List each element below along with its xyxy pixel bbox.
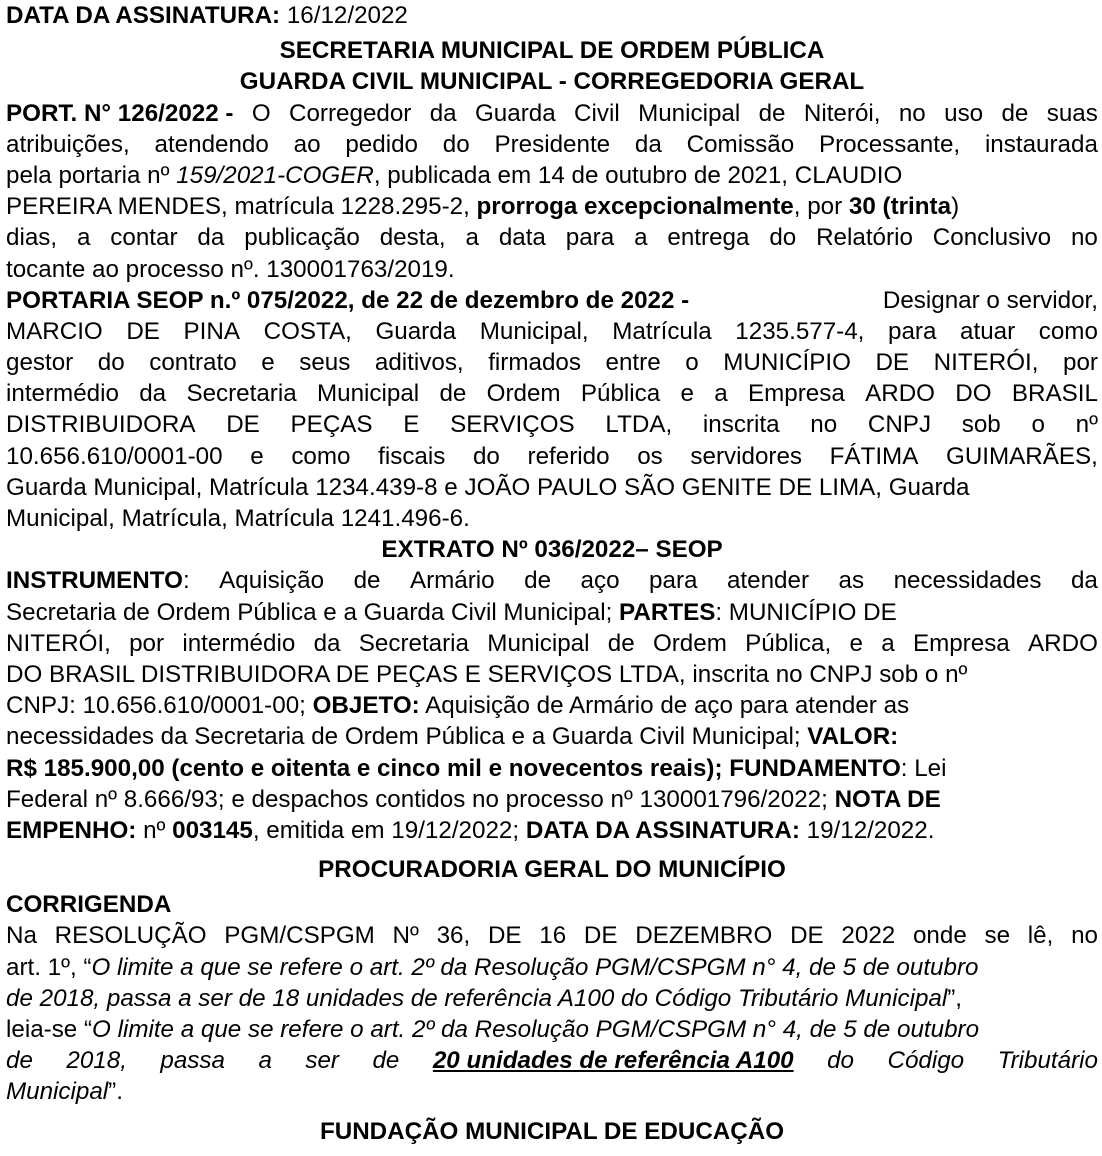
word: da xyxy=(1070,567,1098,595)
word: do xyxy=(442,130,470,158)
word: Niterói, xyxy=(803,99,881,127)
word: Na xyxy=(6,922,37,950)
word: publicação xyxy=(244,224,360,252)
word: uso xyxy=(944,99,984,127)
word: de xyxy=(607,629,635,657)
word: atendendo xyxy=(154,130,269,158)
word: ARDO xyxy=(1028,629,1098,657)
word: aditivos, xyxy=(374,349,464,377)
word: Guarda xyxy=(375,317,457,345)
word: 2022 xyxy=(841,922,896,950)
word: intermédio xyxy=(182,629,296,657)
p3-line-2: Secretaria de Ordem Pública e a Guarda Civil Municipal; PARTES: MUNICÍPIO DE xyxy=(6,598,897,626)
word: Pública xyxy=(580,380,661,408)
word: Guarda xyxy=(474,99,556,127)
word: para xyxy=(565,224,615,252)
p2-line-3 xyxy=(6,347,1098,378)
section-heading-seop: SECRETARIA MUNICIPAL DE ORDEM PÚBLICA xyxy=(279,37,825,65)
word: DISTRIBUIDORA xyxy=(6,411,196,439)
signature-date-line xyxy=(6,0,1098,31)
word: DO xyxy=(955,380,992,408)
p4-line-4: leia-se “O limite a que se refere o art. 2º da Resolução PGM/CSPGM n° 4, de 5 de outubro xyxy=(6,1016,980,1043)
word: atuar xyxy=(960,317,1016,345)
p2-line-8: Municipal, Matrícula, Matrícula 1241.496-6. xyxy=(6,505,470,532)
fundacao-heading: FUNDAÇÃO MUNICIPAL DE EDUCAÇÃO xyxy=(319,1117,785,1145)
word: DEZEMBRO xyxy=(635,922,773,950)
p1-line-2 xyxy=(6,129,1098,160)
word: da xyxy=(313,629,341,657)
underlined-emphasis: 20 unidades de referência A100 xyxy=(432,1047,794,1075)
word: entrega xyxy=(667,224,750,252)
word: Ordem xyxy=(652,629,727,657)
p1-line-5 xyxy=(6,222,1098,253)
word: de xyxy=(439,380,467,408)
section-heading-corregedoria: GUARDA CIVIL MUNICIPAL - CORREGEDORIA GERAL xyxy=(239,68,865,96)
word: intermédio xyxy=(6,380,119,408)
word: NITERÓI, xyxy=(933,349,1039,377)
word: por xyxy=(129,629,165,657)
word: aço xyxy=(580,567,620,595)
word: SERVIÇOS xyxy=(450,411,575,439)
word: Pública, xyxy=(745,629,832,657)
word: inscrita xyxy=(702,411,780,439)
word: a xyxy=(881,629,895,657)
word: lê, xyxy=(1027,922,1054,950)
portaria-126-paragraph xyxy=(6,98,1098,285)
word: no xyxy=(1071,922,1098,950)
word: 36, xyxy=(436,922,471,950)
word: Municipal xyxy=(316,380,420,408)
word: para xyxy=(888,317,937,345)
word: E xyxy=(403,411,420,439)
word: firmados xyxy=(488,349,581,377)
word: Municipal xyxy=(487,629,590,657)
word: as xyxy=(838,567,865,595)
word: onde xyxy=(912,922,967,950)
word: entre xyxy=(605,349,661,377)
word: e xyxy=(849,629,863,657)
p2-line-4 xyxy=(6,378,1098,409)
word: de xyxy=(353,567,381,595)
signature-date-value: 16/12/2022 xyxy=(286,2,408,29)
word: DE xyxy=(790,922,824,950)
word: data xyxy=(498,224,546,252)
word: de xyxy=(372,1047,400,1075)
word: DE xyxy=(126,317,160,345)
word: GUIMARÃES, xyxy=(946,442,1098,470)
word: NITERÓI, xyxy=(6,629,111,657)
word: Secretaria xyxy=(186,380,297,408)
word: Armário xyxy=(409,567,495,595)
word: FÁTIMA xyxy=(829,442,919,470)
word: suas xyxy=(1046,99,1098,127)
p1-line-6: tocante ao processo nº. 130001763/2019. xyxy=(6,255,455,283)
p3-line-1: INSTRUMENTO: Aquisição de Armário de aço para atender as necessidades da xyxy=(6,565,1098,596)
word: a xyxy=(634,224,648,252)
word: o xyxy=(1031,411,1045,439)
p3-line-5: CNPJ: 10.656.610/0001-00; OBJETO: Aquisição de Armário de aço para atender as xyxy=(6,692,910,720)
word: de xyxy=(6,1047,33,1075)
word: e xyxy=(261,349,275,377)
word: Secretaria xyxy=(358,629,470,657)
word: Conclusivo xyxy=(932,224,1052,252)
p2-line-6 xyxy=(6,441,1098,472)
p4-line-6: Municipal”. xyxy=(6,1078,123,1106)
word: referido xyxy=(527,442,610,470)
p4-line-3: de 2018, passa a ser de 18 unidades de referência A100 do Código Tributário Municipal”, xyxy=(6,984,963,1012)
word: Aquisição xyxy=(219,567,325,595)
word: seus xyxy=(299,349,351,377)
word: 10.656.610/0001-00 xyxy=(6,442,223,470)
word: Tributário xyxy=(997,1047,1098,1075)
p1-line-3: pela portaria nº 159/2021-COGER, publicada em 14 de outubro de 2021, CLAUDIO xyxy=(6,161,903,189)
p4-line-5 xyxy=(6,1045,1098,1076)
word: MUNICÍPIO xyxy=(723,349,851,377)
word: PGM/CSPGM xyxy=(224,922,375,950)
word: contar xyxy=(110,224,178,252)
word: no xyxy=(898,99,926,127)
word: no xyxy=(1070,224,1098,252)
word: do xyxy=(97,349,125,377)
word: atribuições, xyxy=(6,130,130,158)
word: 1235.577-4, xyxy=(735,317,865,345)
word: COSTA, xyxy=(263,317,352,345)
word: passa xyxy=(160,1047,225,1075)
word: 2018, xyxy=(66,1047,127,1075)
word: PEÇAS xyxy=(290,411,373,439)
signature-date-label: DATA DA ASSINATURA: xyxy=(6,2,281,29)
word: a xyxy=(465,224,479,252)
word: DE xyxy=(487,922,522,950)
word: nº xyxy=(1075,411,1098,439)
word: PINA xyxy=(183,317,241,345)
word: Civil xyxy=(574,99,620,127)
word: pedido xyxy=(345,130,418,158)
word: gestor xyxy=(6,349,74,377)
p4-line-2: art. 1º, “O limite a que se refere o art. 2º da Resolução PGM/CSPGM n° 4, de 5 de outubro xyxy=(6,953,979,981)
word: Presidente xyxy=(494,130,611,158)
word: como xyxy=(291,442,351,470)
word: Relatório xyxy=(816,224,913,252)
word: de xyxy=(1001,99,1029,127)
word: se xyxy=(984,922,1011,950)
word: DE xyxy=(583,922,618,950)
word: do xyxy=(827,1047,854,1075)
word: DE xyxy=(226,411,260,439)
word: a xyxy=(714,380,728,408)
word: BRASIL xyxy=(1011,380,1098,408)
word: os xyxy=(637,442,663,470)
word: O xyxy=(251,99,271,127)
word: Código xyxy=(887,1047,965,1075)
procuradoria-heading: PROCURADORIA GERAL DO MUNICÍPIO xyxy=(318,856,786,884)
word: Empresa xyxy=(748,380,845,408)
p3-line-4: DO BRASIL DISTRIBUIDORA DE PEÇAS E SERVIÇOS LTDA, inscrita no CNPJ sob o nº xyxy=(6,660,968,688)
word: Ordem xyxy=(486,380,561,408)
word: a xyxy=(76,224,91,252)
word: ARDO xyxy=(865,380,935,408)
p1-line-4: PEREIRA MENDES, matrícula 1228.295-2, prorroga excepcionalmente, por 30 (trinta) xyxy=(6,193,960,221)
word: e xyxy=(250,442,264,470)
word: e xyxy=(680,380,694,408)
word: da xyxy=(197,224,225,252)
word: CNPJ xyxy=(867,411,932,439)
word: no xyxy=(810,411,838,439)
word: a xyxy=(258,1047,272,1075)
word: MARCIO xyxy=(6,317,103,345)
extrato-heading: EXTRATO Nº 036/2022– SEOP xyxy=(381,536,723,564)
extrato-paragraph xyxy=(6,565,1098,846)
word: sob xyxy=(961,411,1001,439)
word: da xyxy=(634,130,662,158)
word: LTDA, xyxy=(605,411,673,439)
word: fiscais xyxy=(378,442,446,470)
p4-line-1 xyxy=(6,920,1098,951)
word: dias, xyxy=(6,224,58,252)
word: desta, xyxy=(379,224,446,252)
word: servidores xyxy=(690,442,802,470)
word: de xyxy=(524,567,552,595)
word: o xyxy=(685,349,699,377)
corrigenda-heading: CORRIGENDA xyxy=(6,891,172,919)
word: Empresa xyxy=(912,629,1010,657)
word: Corregedor xyxy=(289,99,412,127)
word: 16 xyxy=(539,922,567,950)
corrigenda-paragraph xyxy=(6,920,1098,1107)
word: como xyxy=(1038,317,1098,345)
word: do xyxy=(769,224,797,252)
word: contrato xyxy=(149,349,237,377)
word: da xyxy=(139,380,167,408)
p2-line-1: PORTARIA SEOP n.º 075/2022, de 22 de dezembro de 2022 - Designar o servidor, xyxy=(6,286,1098,314)
word: Municipal, xyxy=(479,317,589,345)
word: por xyxy=(1063,349,1098,377)
word: Nº xyxy=(392,922,419,950)
word: Processante, xyxy=(818,130,961,158)
word: de xyxy=(758,99,786,127)
word: do xyxy=(472,442,500,470)
word: ser xyxy=(305,1047,339,1075)
word: DE xyxy=(875,349,910,377)
word: Matrícula xyxy=(612,317,712,345)
word: para xyxy=(649,567,698,595)
p3-line-9: EMPENHO: nº 003145, emitida em 19/12/2022; DATA DA ASSINATURA: 19/12/2022. xyxy=(6,816,935,844)
word: ao xyxy=(293,130,321,158)
p3-line-6: necessidades da Secretaria de Ordem Pública e a Guarda Civil Municipal; VALOR: xyxy=(6,723,899,751)
word: atender xyxy=(726,567,810,595)
p3-line-8: Federal nº 8.666/93; e despachos contidos no processo nº 130001796/2022; NOTA DE xyxy=(6,785,941,813)
p1-line-1: PORT. N° 126/2022 - O Corregedor da Guarda Civil Municipal de Niterói, no uso de suas xyxy=(6,98,1098,129)
word: Municipal xyxy=(638,99,741,127)
word: Comissão xyxy=(686,130,795,158)
word: RESOLUÇÃO xyxy=(54,922,207,950)
p3-line-7: R$ 185.900,00 (cento e oitenta e cinco mil e novecentos reais); FUNDAMENTO: Lei xyxy=(6,754,947,782)
p2-line-7: Guarda Municipal, Matrícula 1234.439-8 e JOÃO PAULO SÃO GENITE DE LIMA, Guarda xyxy=(6,473,970,501)
p3-line-3 xyxy=(6,628,1098,659)
p2-line-2 xyxy=(6,316,1098,347)
portaria-seop-075-paragraph xyxy=(6,285,1098,535)
p2-line-5 xyxy=(6,409,1098,440)
word: instaurada xyxy=(984,130,1098,158)
word: da xyxy=(429,99,457,127)
word: necessidades xyxy=(893,567,1042,595)
